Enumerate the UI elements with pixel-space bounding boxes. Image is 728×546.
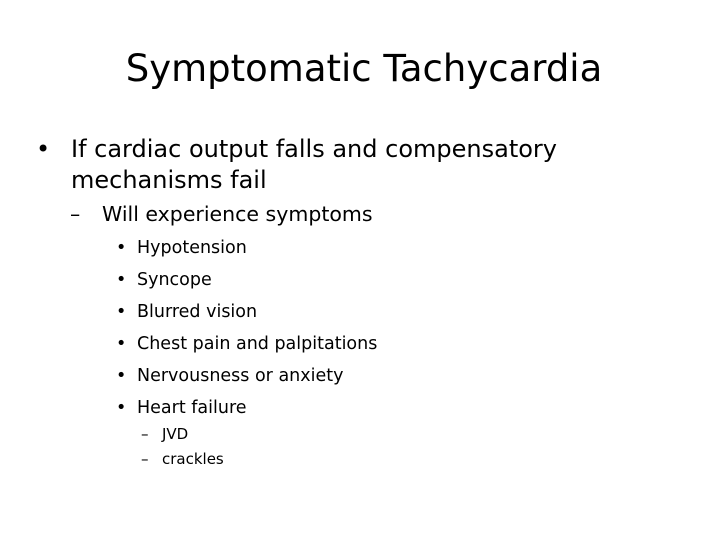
symptom-text: Syncope: [137, 270, 212, 290]
bullet-text: If cardiac output falls and compensatory mechanisms fail: [71, 135, 557, 194]
bullet-cardiac-output: [36, 134, 716, 196]
slide-body: [36, 134, 716, 472]
symptom-text: Nervousness or anxiety: [137, 366, 344, 386]
bullet-marker: •: [116, 270, 127, 290]
bullet-marker: •: [116, 398, 127, 418]
sign-item: [141, 422, 716, 447]
symptom-item: [116, 296, 716, 328]
symptom-list: [116, 232, 716, 424]
dash-marker: –: [70, 202, 81, 226]
symptom-item: [116, 328, 716, 360]
bullet-marker: •: [116, 366, 127, 386]
symptom-text: Blurred vision: [137, 302, 258, 322]
symptom-item: [116, 264, 716, 296]
dash-marker: –: [141, 450, 149, 468]
sign-text: crackles: [162, 450, 224, 468]
symptom-text: Heart failure: [137, 398, 247, 418]
bullet-marker: •: [36, 135, 51, 163]
bullet-marker: •: [116, 302, 127, 322]
dash-marker: –: [141, 425, 149, 443]
bullet-marker: •: [116, 334, 127, 354]
symptom-item: [116, 360, 716, 392]
symptom-item: [116, 232, 716, 264]
symptom-text: Chest pain and palpitations: [137, 334, 378, 354]
sign-text: JVD: [162, 425, 189, 443]
subbullet-text: Will experience symptoms: [102, 202, 373, 226]
symptom-item: [116, 392, 716, 424]
slide-title: Symptomatic Tachycardia: [125, 47, 603, 90]
bullet-marker: •: [116, 238, 127, 258]
sign-item: [141, 447, 716, 472]
symptom-text: Hypotension: [137, 238, 247, 258]
subbullet-symptoms: [70, 200, 716, 229]
heart-failure-sign-list: [141, 422, 716, 472]
